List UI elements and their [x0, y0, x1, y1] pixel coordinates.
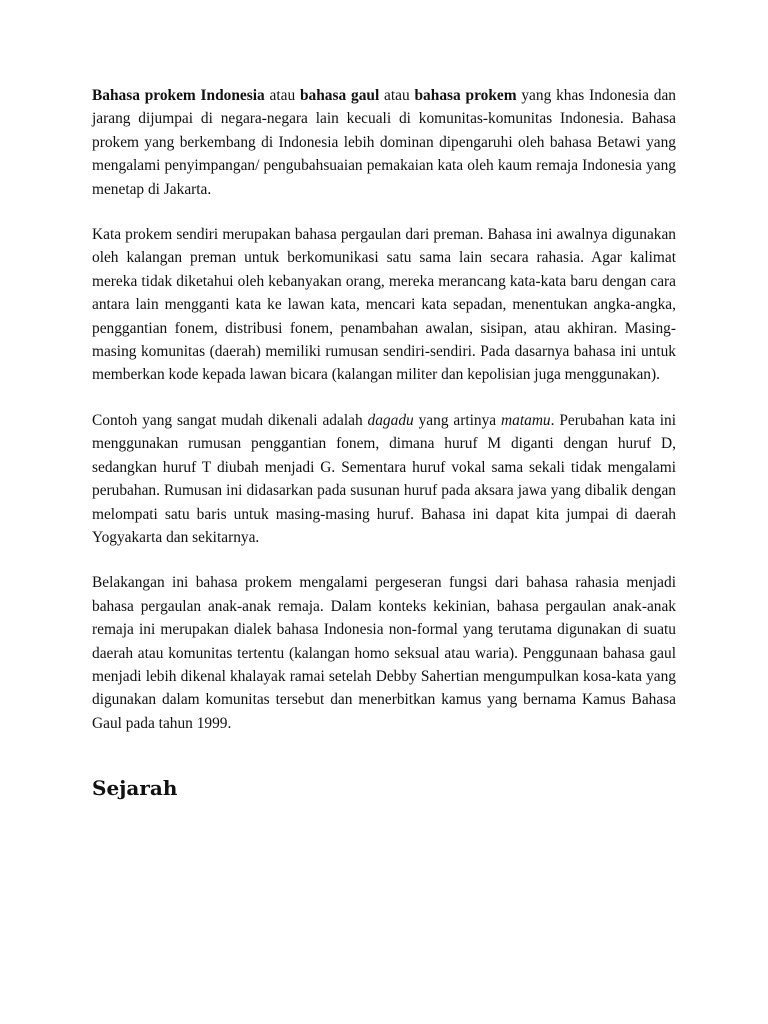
text-segment: atau — [264, 87, 300, 104]
text-segment: yang khas Indonesia dan jarang dijumpai di negara-negara lain kecuali di komunitas-komunitas Indonesia. Bahasa prokem yang berkembang di Indonesia lebih dominan dipengaruhi oleh bahasa Betawi yang mengalami penyimpangan/ pengubahsuaian pemakaian kata oleh kaum remaja Indonesia yang menetap di Jakarta. — [92, 87, 676, 198]
paragraph-intro — [92, 84, 676, 201]
text-segment: . Perubahan kata ini menggunakan rumusan penggantian fonem, dimana huruf M diganti dengan huruf D, sedangkan huruf T diubah menjadi G. Sementara huruf vokal sama sekali tidak mengalami perubahan. Rumusan ini didasarkan pada susunan huruf pada aksara jawa yang dibalik dengan melompati satu baris untuk masing-masing huruf. Bahasa ini dapat kita jumpai di daerah Yogyakarta dan sekitarnya. — [92, 411, 676, 546]
example-word-dagadu: dagadu — [367, 411, 414, 429]
text-segment: Contoh yang sangat mudah dikenali adalah — [92, 411, 368, 429]
example-word-matamu: matamu — [501, 411, 551, 429]
document-body — [92, 84, 676, 800]
paragraph-contoh — [92, 409, 676, 549]
term-bahasa-prokem: bahasa prokem — [414, 87, 517, 104]
paragraph-kata-prokem: Kata prokem sendiri merupakan bahasa pergaulan dari preman. Bahasa ini awalnya digunakan oleh kalangan preman untuk berkomunikasi satu sama lain secara rahasia. Agar kalimat mereka tidak diketahui oleh kebanyakan orang, mereka merancang kata-kata baru dengan cara antara lain mengganti kata ke lawan kata, mencari kata sepadan, menentukan angka-angka, penggantian fonem, distribusi fonem, penambahan awalan, sisipan, atau akhiran. Masing-masing komunitas (daerah) memiliki rumusan sendiri-sendiri. Pada dasarnya bahasa ini untuk memberkan kode kepada lawan bicara (kalangan militer dan kepolisian juga menggunakan). — [92, 226, 676, 384]
term-bahasa-gaul: bahasa gaul — [299, 87, 380, 104]
section-heading-sejarah: Sejarah — [92, 776, 178, 801]
term-bahasa-prokem-indonesia: Bahasa prokem Indonesia — [92, 87, 265, 104]
text-segment: atau — [379, 87, 415, 104]
text-segment: yang artinya — [413, 411, 502, 429]
paragraph-belakangan: Belakangan ini bahasa prokem mengalami pergeseran fungsi dari bahasa rahasia menjadi bahasa pergaulan anak-anak remaja. Dalam konteks kekinian, bahasa pergaulan anak-anak remaja ini merupakan dialek bahasa Indonesia non-formal yang terutama digunakan di suatu daerah atau komunitas tertentu (kalangan homo seksual atau waria). Penggunaan bahasa gaul menjadi lebih dikenal khalayak ramai setelah Debby Sahertian mengumpulkan kosa-kata yang digunakan dalam komunitas tersebut dan menerbitkan kamus yang bernama Kamus Bahasa Gaul pada tahun 1999. — [92, 574, 676, 732]
